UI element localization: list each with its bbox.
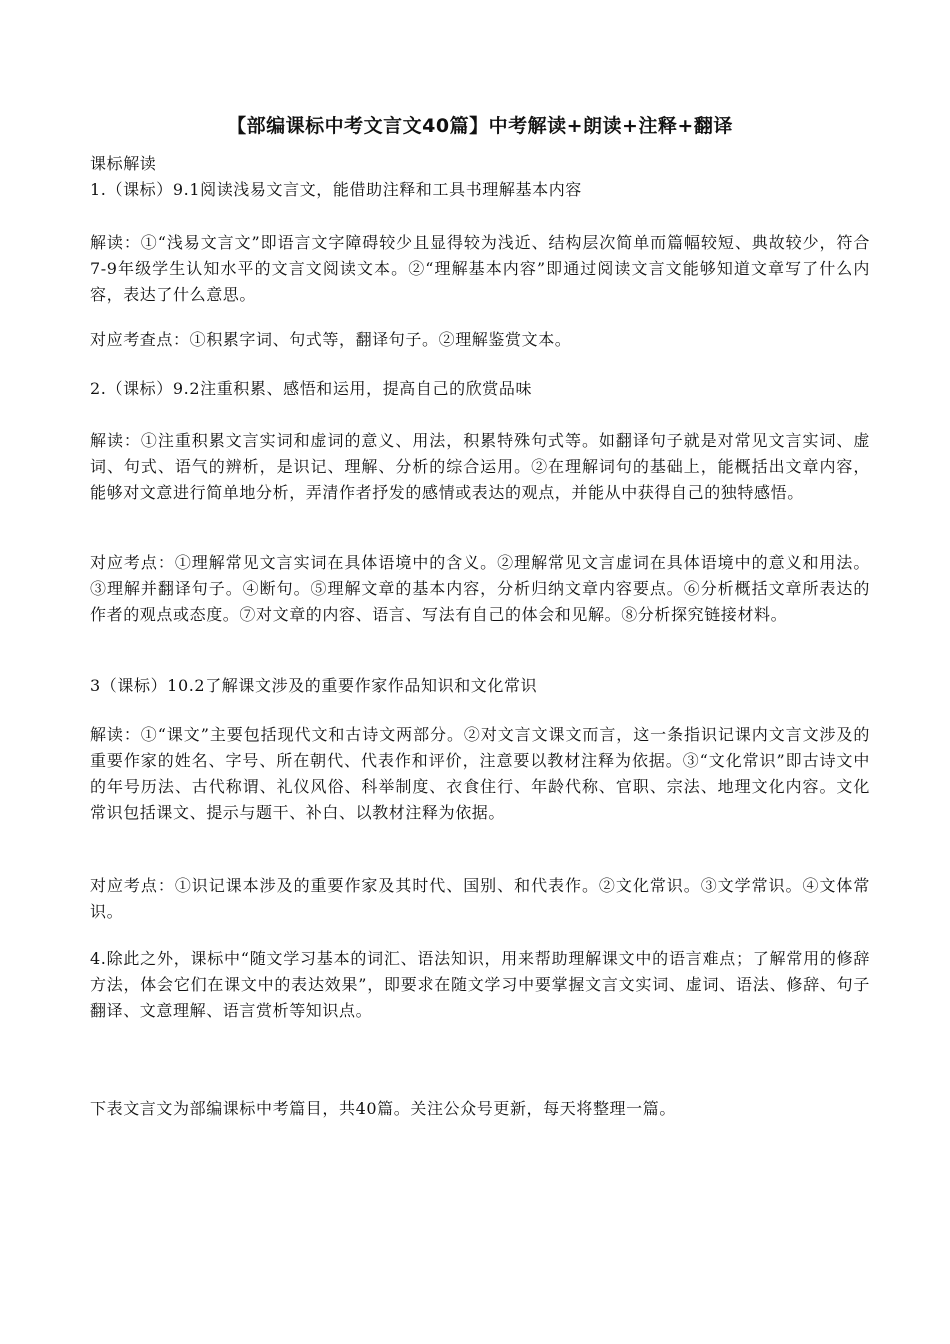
section-1-points: 对应考查点：①积累字词、句式等，翻译句子。②理解鉴赏文本。 bbox=[90, 330, 572, 349]
footer-note: 下表文言文为部编课标中考篇目，共40篇。关注公众号更新，每天将整理一篇。 bbox=[90, 1099, 676, 1118]
section-subtitle: 课标解读 bbox=[90, 154, 157, 173]
section-3-points: 对应考点：①识记课本涉及的重要作家及其时代、国别、和代表作。②文化常识。③文学常识。④文体常识。 bbox=[90, 876, 870, 921]
section-3-heading: 3（课标）10.2了解课文涉及的重要作家作品知识和文化常识 bbox=[90, 676, 538, 695]
section-2-points: 对应考点：①理解常见文言实词在具体语境中的含义。②理解常见文言虚词在具体语境中的意义和用法。③理解并翻译句子。④断句。⑤理解文章的基本内容，分析归纳文章内容要点。⑥分析概括文章所表达的作者的观点或态度。⑦对文章的内容、语言、写法有自己的体会和见解。⑧分析探究链接材料。 bbox=[90, 553, 870, 624]
document-title: 【部编课标中考文言文40篇】中考解读+朗读+注释+翻译 bbox=[227, 115, 733, 137]
section-1-interpretation: 解读：①“浅易文言文”即语言文字障碍较少且显得较为浅近、结构层次简单而篇幅较短、典故较少，符合7-9年级学生认知水平的文言文阅读文本。②“理解基本内容”即通过阅读文言文能够知道文章写了什么内容，表达了什么意思。 bbox=[90, 233, 870, 304]
section-4-extra: 4.除此之外，课标中“随文学习基本的词汇、语法知识，用来帮助理解课文中的语言难点；了解常用的修辞方法，体会它们在课文中的表达效果”，即要求在随文学习中要掌握文言文实词、虚词、语法、修辞、句子翻译、文意理解、语言赏析等知识点。 bbox=[90, 949, 870, 1020]
section-3-interpretation: 解读：①“课文”主要包括现代文和古诗文两部分。②对文言文课文而言，这一条指识记课内文言文涉及的重要作家的姓名、字号、所在朝代、代表作和评价，注意要以教材注释为依据。③“文化常识”即古诗文中的年号历法、古代称谓、礼仪风俗、科举制度、衣食住行、年龄代称、官职、宗法、地理文化内容。文化常识包括课文、提示与题干、补白、以教材注释为依据。 bbox=[90, 725, 870, 822]
section-2-interpretation: 解读：①注重积累文言实词和虚词的意义、用法，积累特殊句式等。如翻译句子就是对常见文言实词、虚词、句式、语气的辨析，是识记、理解、分析的综合运用。②在理解词句的基础上，能概括出文章内容，能够对文意进行简单地分析，弄清作者抒发的感情或表达的观点，并能从中获得自己的独特感悟。 bbox=[90, 431, 870, 502]
section-1-heading: 1.（课标）9.1阅读浅易文言文，能借助注释和工具书理解基本内容 bbox=[90, 180, 582, 199]
section-2-heading: 2.（课标）9.2注重积累、感悟和运用，提高自己的欣赏品味 bbox=[90, 379, 533, 398]
